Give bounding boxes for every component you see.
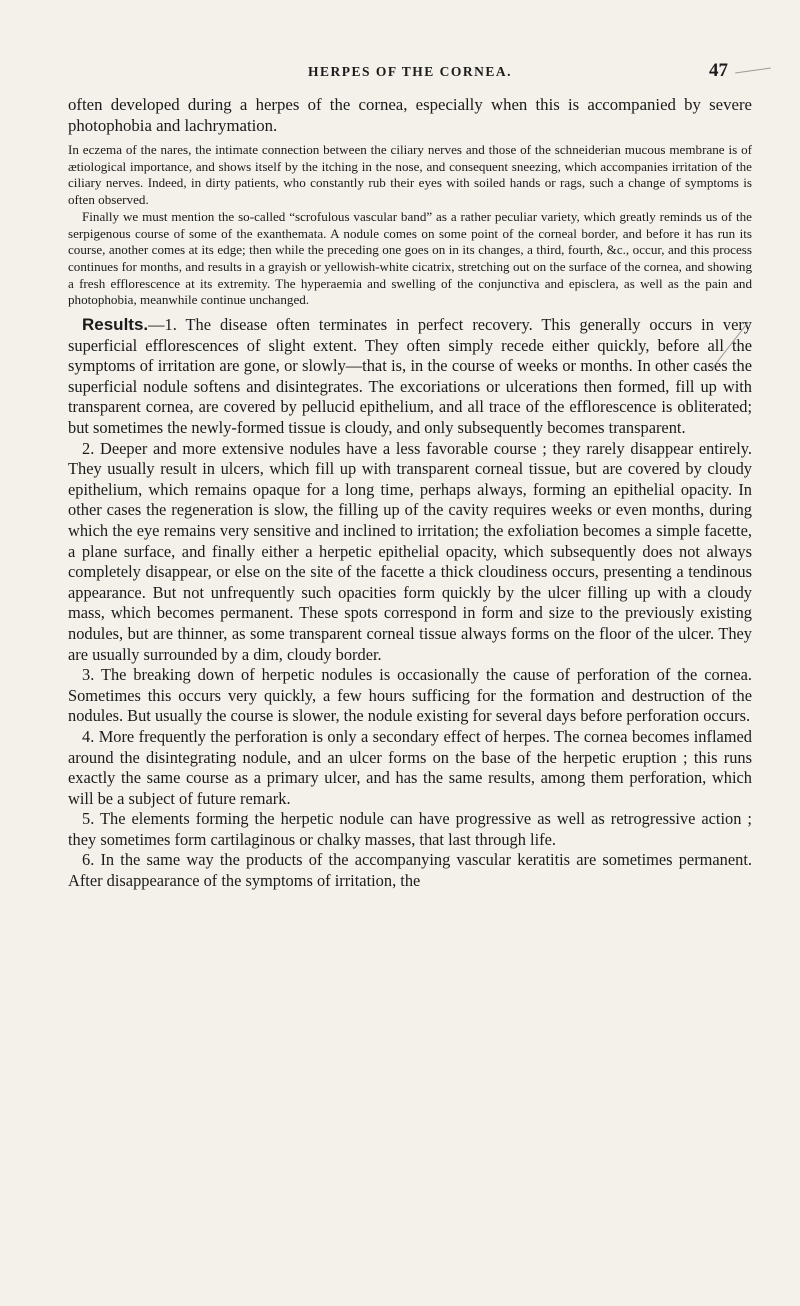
results-paragraph-4: 4. More frequently the perforation is only a secondary effect of herpes. The cornea becomes inflamed around the disintegrating nodule, and an ulcer forms on the base of the herpetic eruption ; this runs exactly the same course as a primary ulcer, and has the same results, among them perforation, which will be a subject of future remark. xyxy=(68,726,752,808)
results-section xyxy=(68,315,752,892)
running-title: HERPES OF THE CORNEA. xyxy=(307,64,513,79)
small-paragraph-vascular-band: Finally we must mention the so-called “scrofulous vascular band” as a rather peculiar variety, which greatly reminds us of the serpigenous course of some of the exanthemata. A nodule comes on some point of the corneal border, and before it has run its course, another comes at its edge; then while the preceding one goes on in its changes, a third, fourth, &c., occur, and this process continues for months, and results in a grayish or yellowish-white cicatrix, stretching out on the surface of the cornea, and showing a fresh efflorescence at its extremity. The hyperaemia and swelling of the conjunctiva and episclera, as well as the pain and photophobia, meanwhile continue unchanged. xyxy=(68,208,752,308)
results-paragraph-1 xyxy=(68,315,752,439)
running-head xyxy=(68,60,752,90)
small-print-section xyxy=(68,142,752,309)
results-paragraph-6: 6. In the same way the products of the accompanying vascular keratitis are sometimes permanent. After disappearance of the symptoms of irritation, the xyxy=(68,850,752,891)
intro-paragraph: often developed during a herpes of the cornea, especially when this is accompanied by severe photophobia and lachrymation. xyxy=(68,95,752,135)
results-paragraph-1-text: —1. The disease often terminates in perfect recovery. This generally occurs in very superficial efflorescences of slight extent. They often simply recede either quickly, before all the symptoms of irritation are gone, or slowly—that is, in the course of weeks or months. In other cases the superficial nodule softens and disintegrates. The excoriations or ulcerations then formed, fill up with transparent cornea, are covered by pellucid epithelium, and all trace of the efflorescence is obliterated; but sometimes the newly-formed tissue is cloudy, and only subsequently becomes transparent. xyxy=(68,315,752,437)
small-paragraph-eczema: In eczema of the nares, the intimate connection between the ciliary nerves and those of the schneiderian mucous membrane is of ætiological importance, and shows itself by the itching in the nose, and consequent sneezing, which accompanies irritation of the ciliary nerves. Indeed, in dirty patients, who constantly rub their eyes with soiled hands or rags, such a change of symptoms is often observed. xyxy=(68,142,752,208)
page-number: 47 xyxy=(709,60,728,81)
results-paragraph-5: 5. The elements forming the herpetic nodule can have progressive as well as retrogressive action ; they sometimes form cartilaginous or chalky masses, that last through life. xyxy=(68,809,752,849)
results-paragraph-3: 3. The breaking down of herpetic nodules is occasionally the cause of perforation of the cornea. Sometimes this occurs very quickly, a few hours sufficing for the formation and destruction of the nodules. But usually the course is slower, the nodule existing for several days before perforation occurs. xyxy=(68,665,752,726)
results-heading: Results. xyxy=(82,315,149,335)
results-paragraph-2: 2. Deeper and more extensive nodules have a less favorable course ; they rarely disappear entirely. They usually result in ulcers, which fill up with transparent corneal tissue, but are covered by cloudy epithelium, which remains opaque for a long time, perhaps always, forming an epithelial opacity. In other cases the regeneration is slow, the filling up of the cavity requires weeks or even months, during which the eye remains very sensitive and inclined to irritation; the exfoliation becomes a simple facette, a plane surface, and finally either a herpetic epithelial opacity, which subsequently does not always completely disappear, or else on the site of the facette a thick cloudiness occurs, presenting a tendinous appearance. But not unfrequently such opacities form quickly by the ulcer filling up with a cloudy mass, which becomes permanent. These spots correspond in form and size to the previously existing nodules, but are thinner, as some transparent corneal tissue always forms on the floor of the ulcer. They are usually surrounded by a dim, cloudy border. xyxy=(68,438,752,664)
